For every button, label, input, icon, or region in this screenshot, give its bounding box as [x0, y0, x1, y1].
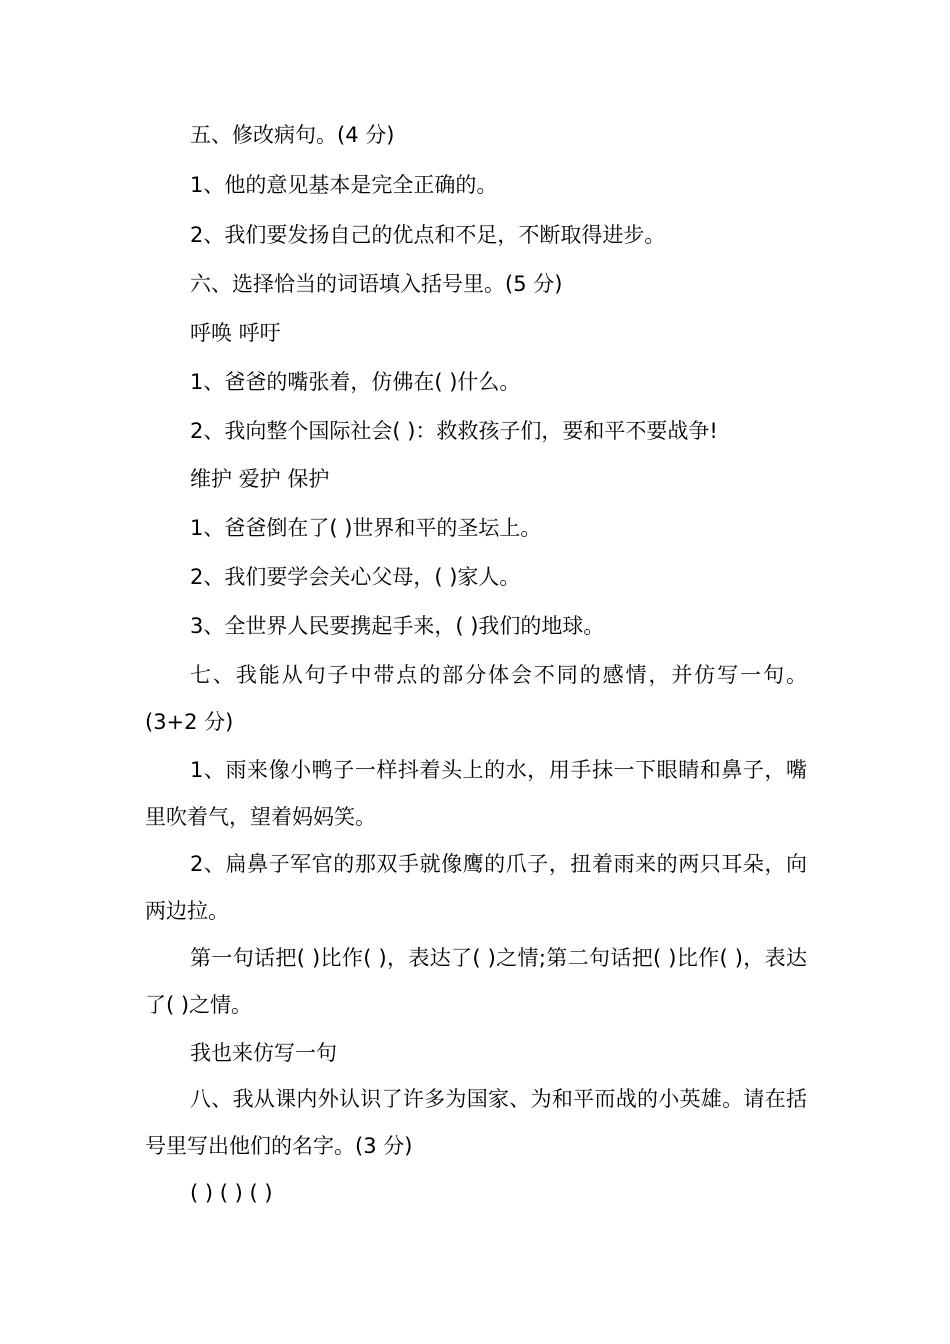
section5-item-2: 2、我们要发扬自己的优点和不足，不断取得进步。: [190, 223, 666, 247]
section8-heading: 八、我从课内外认识了许多为国家、为和平而战的小英雄。请在括号里写出他们的名字。(3 分): [145, 1087, 807, 1158]
section7-heading: 七、我能从句子中带点的部分体会不同的感情，并仿写一句。(3+2 分): [145, 663, 807, 734]
section6-words-2: 维护 爱护 保护: [190, 467, 330, 491]
section6-group2-item-2: 2、我们要学会关心父母，( )家人。: [190, 565, 521, 589]
section8-blanks: ( ) ( ) ( ): [190, 1181, 273, 1205]
section6-group2-item-3: 3、全世界人民要携起手来，( )我们的地球。: [190, 614, 605, 638]
section7-imitate: 我也来仿写一句: [190, 1041, 337, 1065]
section6-words-1: 呼唤 呼吁: [190, 321, 281, 345]
section6-heading: 六、选择恰当的词语填入括号里。(5 分): [190, 272, 563, 296]
section6-group1-item-2: 2、我向整个国际社会( )：救救孩子们，要和平不要战争!: [190, 419, 718, 443]
section7-sentence-1: 1、雨来像小鸭子一样抖着头上的水，用手抹一下眼睛和鼻子，嘴里吹着气，望着妈妈笑。: [145, 758, 807, 829]
section7-sentence-2: 2、扁鼻子军官的那双手就像鹰的爪子，扭着雨来的两只耳朵，向两边拉。: [145, 852, 807, 923]
section6-group2-item-1: 1、爸爸倒在了( )世界和平的圣坛上。: [190, 516, 542, 540]
section5-heading: 五、修改病句。(4 分): [190, 123, 395, 147]
section6-group1-item-1: 1、爸爸的嘴张着，仿佛在( )什么。: [190, 370, 521, 394]
section7-fill: 第一句话把( )比作( )，表达了( )之情;第二句话把( )比作( )，表达了( )之情。: [145, 946, 807, 1017]
section5-item-1: 1、他的意见基本是完全正确的。: [190, 173, 498, 197]
